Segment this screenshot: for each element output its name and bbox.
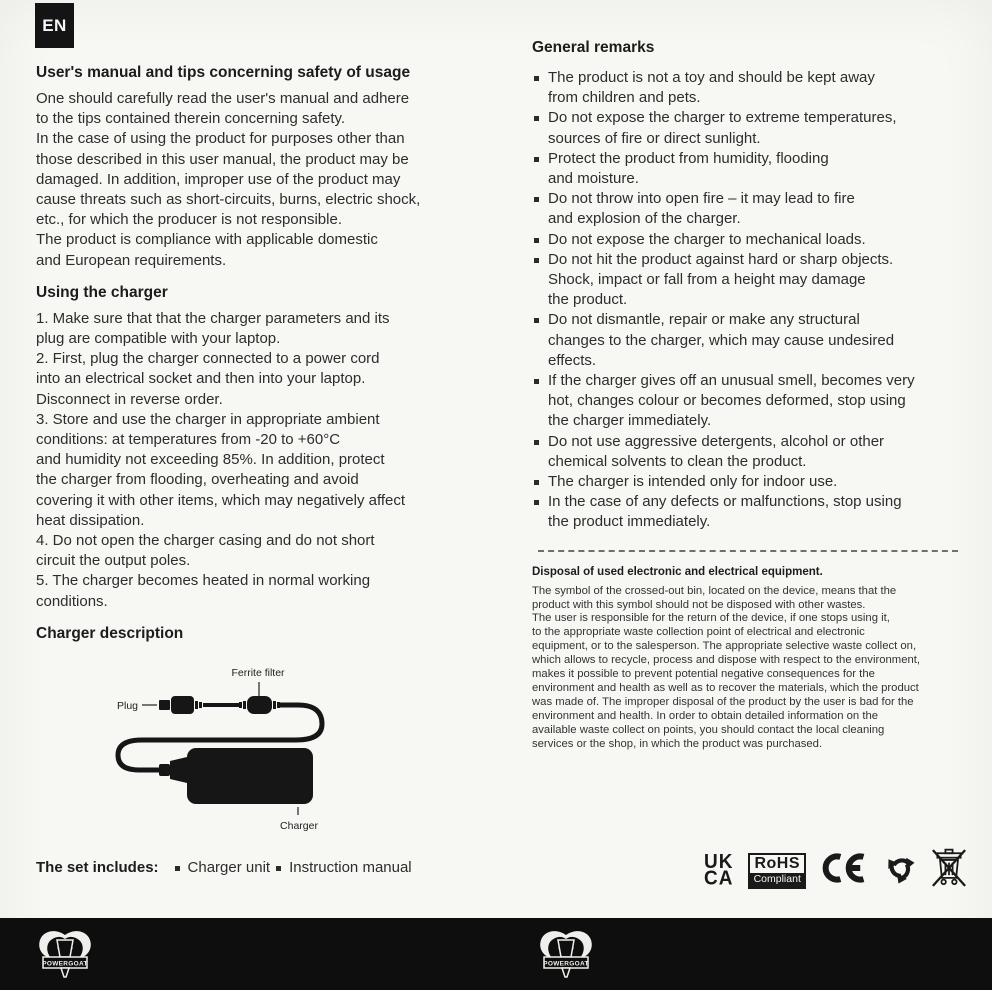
- bullet-square-icon: [534, 440, 539, 445]
- list-item-text: Protect the product from humidity, flooding and moisture.: [548, 149, 829, 188]
- list-item-text: Do not expose the charger to extreme temperatures, sources of fire or direct sunlight.: [548, 109, 897, 147]
- ferrite-filter-label: Ferrite filter: [231, 666, 285, 679]
- powergoat-wordmark: POWERGOAT: [42, 960, 88, 968]
- list-item: [532, 371, 964, 432]
- cable-ridge: [273, 701, 276, 709]
- dashed-divider: [538, 550, 958, 552]
- set-includes-label: The set includes:: [36, 858, 159, 876]
- cable-ridge: [243, 701, 246, 709]
- charger-diagram: [36, 660, 474, 840]
- bullet-square-icon: [534, 318, 539, 323]
- rohs-subtitle: Compliant: [750, 873, 804, 887]
- bullet-square-icon: [534, 116, 539, 121]
- section-heading-description: Charger description: [36, 624, 184, 642]
- crossed-out-bin-icon: [932, 848, 966, 893]
- bullet-square-icon: [276, 866, 281, 871]
- charger-diagram-drawing: [36, 660, 466, 835]
- section-heading-using: Using the charger: [36, 283, 168, 301]
- list-item: [532, 432, 964, 472]
- footer-bar: [0, 918, 992, 990]
- plug-body-icon: [171, 696, 194, 714]
- bullet-square-icon: [534, 76, 539, 81]
- charger-brick-icon: [187, 748, 313, 804]
- bullet-square-icon: [534, 379, 539, 384]
- cable-ridge: [277, 702, 280, 708]
- bullet-square-icon: [534, 157, 539, 162]
- ukca-mark: [704, 850, 734, 890]
- bullet-square-icon: [534, 500, 539, 505]
- ukca-line2: CA: [704, 867, 734, 890]
- list-item: [532, 149, 964, 189]
- disposal-heading: Disposal of used electronic and electrical equipment.: [532, 565, 823, 578]
- plug-pin-icon: [159, 700, 170, 710]
- language-badge-label: EN: [42, 15, 67, 35]
- ferrite-filter-icon: [247, 696, 272, 714]
- bullet-square-icon: [534, 238, 539, 243]
- list-item-text: If the charger gives off an unusual smell, becomes very hot, changes colour or becomes deformed, stop using the charger immediately.: [548, 372, 915, 430]
- set-includes-row: [36, 859, 474, 876]
- bullet-square-icon: [534, 197, 539, 202]
- left-column: [36, 64, 474, 876]
- list-item: [532, 230, 964, 250]
- powergoat-logo: [35, 926, 95, 986]
- list-item: [532, 472, 964, 492]
- section-heading-safety: User's manual and tips concerning safety of usage: [36, 64, 411, 81]
- bullet-square-icon: [534, 258, 539, 263]
- list-item: [532, 108, 964, 148]
- list-item-text: In the case of any defects or malfunctions, stop using the product immediately.: [548, 493, 902, 531]
- cable-ridge: [195, 701, 198, 709]
- rohs-title: RoHS: [754, 854, 801, 872]
- list-item: [532, 310, 964, 371]
- cable-ridge: [203, 703, 205, 707]
- right-column: [532, 39, 964, 752]
- recycling-icon: [884, 852, 917, 890]
- bullet-square-icon: [175, 866, 180, 871]
- cable-ridge: [239, 702, 242, 708]
- safety-paragraph: One should carefully read the user's manual and adhere to the tips contained therein concerning safety. In the case of using the product for purposes other than those described in this user manual, the product may be damaged. In addition, improper use of the product may cause threats such as short-circuits, burns, electric shock, etc., for which the producer is not responsible. The product is compliance with applicable domestic and European requirements.: [36, 90, 421, 269]
- cable-ridge: [199, 702, 202, 708]
- set-includes-item: Instruction manual: [289, 858, 412, 876]
- list-item-text: Do not throw into open fire – it may lead to fire and explosion of the charger.: [548, 190, 855, 228]
- dc-connector-icon: [159, 764, 170, 776]
- language-badge: [35, 3, 74, 48]
- list-item-text: The product is not a toy and should be kept away from children and pets.: [548, 69, 875, 107]
- ce-mark-icon: [821, 852, 869, 889]
- list-item: [532, 492, 964, 532]
- list-item-text: Do not use aggressive detergents, alcohol or other chemical solvents to clean the product.: [548, 432, 885, 470]
- powergoat-wordmark: POWERGOAT: [543, 960, 589, 968]
- disposal-paragraph: The symbol of the crossed-out bin, located on the device, means that the product with this symbol should not be disposed with other wastes. The user is responsible for the return of the device, if one stops using it, to the appropriate waste collection point of electrical and electronic equipment, or to the salesperson. The appropriate selective waste collect on, which allows to recycle, process and dispose with respect to the environment, makes it possible to prevent potential negative consequences for the environment and health as well as to recover the materials, which the product was made of. The improper disposal of the product by the user is bad for the environment and health. In order to obtain detailed information on the available waste collect on points, you should contact the local cleaning services or the shop, in which the product was purchased.: [532, 584, 921, 750]
- section-heading-remarks: General remarks: [532, 39, 655, 56]
- list-item: [532, 250, 964, 311]
- list-item-text: Do not dismantle, repair or make any structural changes to the charger, which may cause undesired effects.: [548, 311, 895, 369]
- list-item: [532, 189, 964, 229]
- list-item-text: Do not hit the product against hard or sharp objects. Shock, impact or fall from a height may damage the product.: [548, 250, 894, 309]
- set-includes-item: Charger unit: [187, 858, 271, 876]
- list-item-text: Do not expose the charger to mechanical loads.: [548, 230, 866, 248]
- ukca-line1: UK: [704, 850, 734, 873]
- plug-label: Plug: [116, 699, 138, 712]
- bullet-square-icon: [534, 480, 539, 485]
- powergoat-logo: [536, 926, 596, 986]
- list-item-text: The charger is intended only for indoor use.: [548, 473, 838, 491]
- rohs-mark: [748, 853, 806, 889]
- compliance-marks-row: [704, 848, 966, 893]
- charger-label: Charger: [280, 819, 318, 832]
- using-steps-paragraph: 1. Make sure that that the charger parameters and its plug are compatible with your laptop. 2. First, plug the charger connected to a power cord into an electrical socket and then into your laptop. Disconnect in reverse order. 3. Store and use the charger in appropriate ambient conditions: at temperatures from -20 to +60°C and humidity not exceeding 85%. In addition, protect the charger from flooding, overheating and avoid covering it with other items, which may negatively affect heat dissipation. 4. Do not open the charger casing and do not short circuit the output poles. 5. The charger becomes heated in normal working conditions.: [36, 309, 406, 610]
- general-remarks-list: [532, 68, 964, 533]
- dc-connector-boot: [170, 757, 187, 783]
- list-item: [532, 68, 964, 108]
